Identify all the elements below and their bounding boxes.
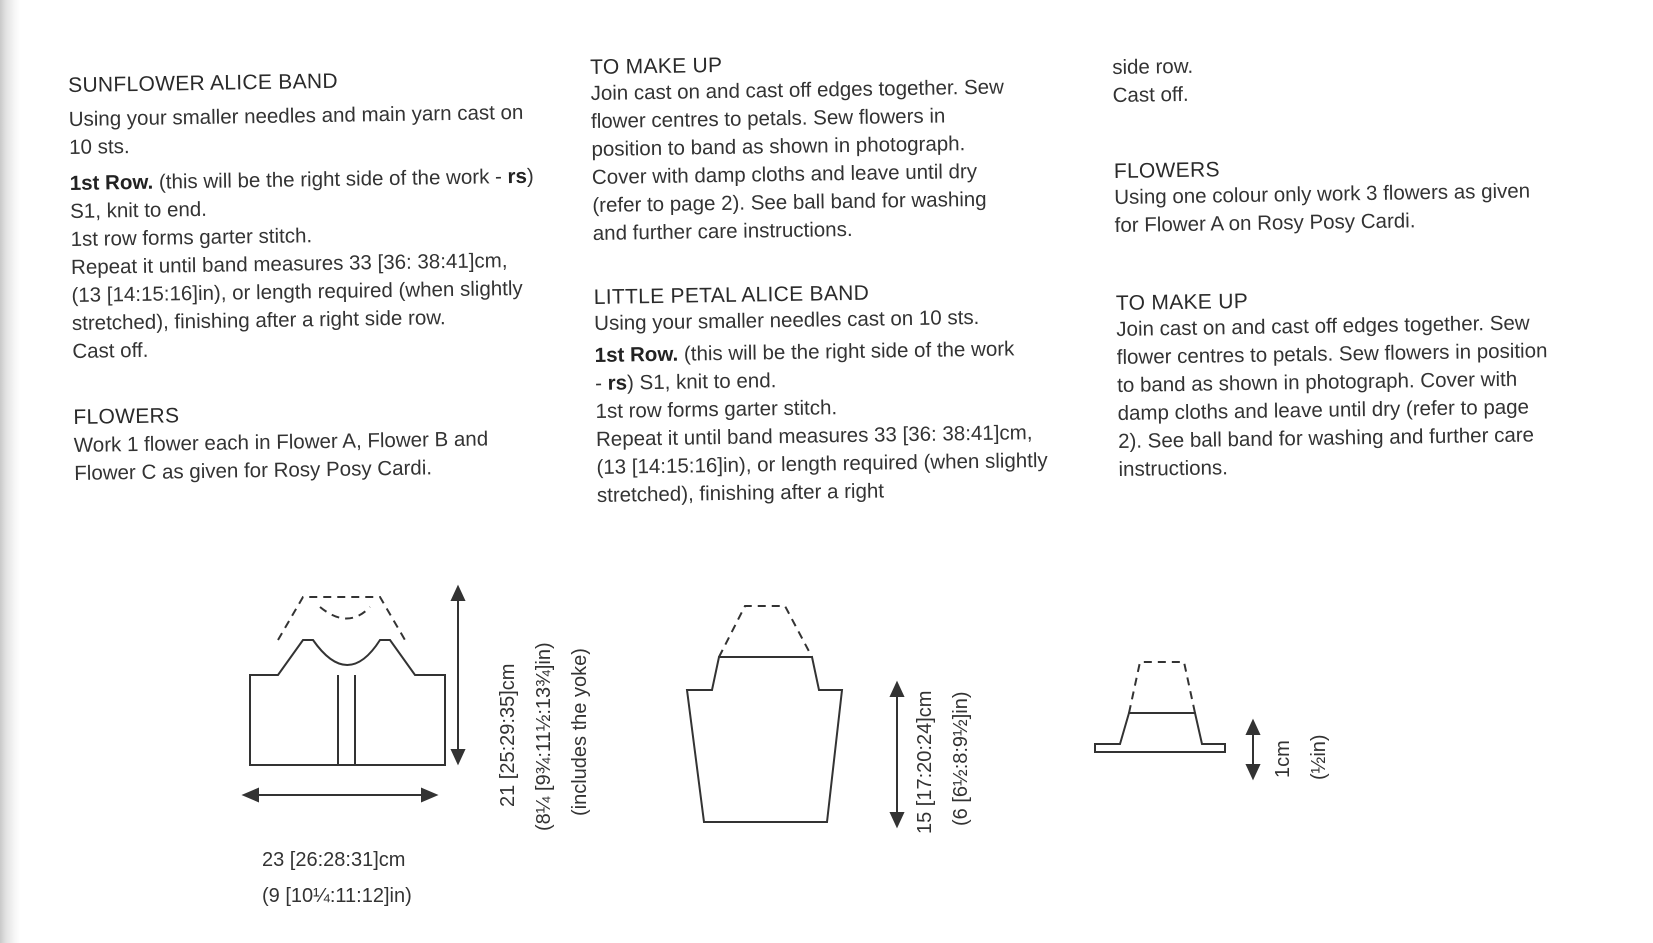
first-row-text-b-2: ) S1, knit to end.	[626, 369, 777, 395]
instruction-line: Cast off.	[72, 338, 149, 363]
first-row-instruction-2	[594, 335, 1025, 398]
first-row-text-a-2: (this will be the right side of the work -	[594, 337, 1015, 395]
rs-abbrev-2: rs	[607, 371, 628, 395]
heading-sunflower-alice-band: SUNFLOWER ALICE BAND	[68, 69, 339, 97]
heading-to-make-up-2: TO MAKE UP	[1115, 289, 1249, 315]
back-schematic	[684, 600, 844, 830]
back-height-arrow	[890, 682, 904, 827]
neckline-dashed-curve	[320, 607, 370, 619]
cardigan-height-note-label: (includes the yoke)	[569, 648, 591, 816]
instruction-line: 1st row forms garter stitch.	[595, 396, 838, 423]
first-row-instruction	[70, 163, 541, 226]
first-row-text-a: (this will be the right side of the work -	[158, 165, 508, 194]
rs-abbrev: rs	[507, 164, 528, 189]
cardigan-width-in-label: (9 [10¼:11:12]in)	[262, 885, 412, 907]
column-sunflower-alice-band	[68, 67, 545, 496]
flowers-text: Work 1 flower each in Flower A, Flower B and Flower C as given for Rosy Posy Cardi.	[73, 427, 489, 485]
cardigan-width-cm-label: 23 [26:28:31]cm	[262, 849, 406, 871]
first-row-label-2: 1st Row.	[594, 342, 679, 367]
book-spine-shadow	[0, 0, 20, 943]
make-up-text-2: Join cast on and cast off edges together. Sew flower centres to petals. Sew flowers in position to band as shown in photograph. Cover with damp cloths and leave until dry (refer to page 2). See ball band for washing and further care instructions.	[1116, 311, 1548, 481]
intro-text: Using your smaller needles and main yarn cast on 10 sts.	[68, 100, 524, 159]
first-row-label: 1st Row.	[69, 170, 154, 195]
cardigan-height-in-label: (8¼ [9¾:11½:13¾]in)	[533, 642, 555, 831]
continued-line: side row.	[1112, 54, 1194, 79]
heading-little-petal-alice-band: LITTLE PETAL ALICE BAND	[593, 281, 870, 309]
front-opening	[338, 675, 355, 765]
heading-flowers: FLOWERS	[73, 404, 180, 429]
column-make-up-and-little-petal	[590, 49, 1067, 510]
cardigan-outline	[250, 640, 445, 765]
sleeve-dashed-top	[1129, 662, 1195, 713]
sleeve-height-arrow	[1246, 720, 1260, 780]
heading-to-make-up: TO MAKE UP	[590, 53, 723, 79]
cardigan-schematic	[240, 585, 470, 810]
back-height-in-label: (6 [6½:8:9½]in)	[950, 691, 972, 826]
flowers-text-2: Using one colour only work 3 flowers as given for Flower A on Rosy Posy Cardi.	[1114, 179, 1531, 237]
sleeve-schematic	[1092, 656, 1232, 756]
first-row-text-b: ) S1, knit to end.	[69, 164, 534, 223]
column-flowers-and-make-up	[1112, 47, 1589, 492]
instruction-line: 1st row forms garter stitch.	[70, 224, 313, 251]
sleeve-height-cm-label: 1cm	[1272, 740, 1294, 778]
continued-line: Cast off.	[1112, 82, 1189, 107]
heading-flowers-2: FLOWERS	[1113, 158, 1220, 183]
sleeve-outline	[1095, 713, 1225, 752]
cardigan-height-cm-label: 21 [25:29:35]cm	[497, 663, 519, 807]
instruction-line: Repeat it until band measures 33 [36: 38:41]cm, (13 [14:15:16]in), or length required (when slightly stretched), finishing after a right side row.	[70, 249, 523, 335]
instruction-line: Repeat it until band measures 33 [36: 38:41]cm, (13 [14:15:16]in), or length required (when slightly stretched), finishing after a right	[595, 421, 1048, 507]
back-outline	[687, 657, 842, 822]
make-up-text: Join cast on and cast off edges together. Sew flower centres to petals. Sew flowers in position to band as shown in photograph. Cover with damp cloths and leave until dry (refer to page 2). See ball band for washing and further care instructions.	[590, 75, 1005, 245]
back-yoke-dashed	[719, 606, 812, 657]
intro-text-2: Using your smaller needles cast on 10 sts.	[594, 305, 980, 335]
back-height-cm-label: 15 [17:20:24]cm	[914, 690, 936, 834]
yoke-dashed-line	[278, 597, 405, 640]
sleeve-height-in-label: (½in)	[1308, 734, 1330, 780]
